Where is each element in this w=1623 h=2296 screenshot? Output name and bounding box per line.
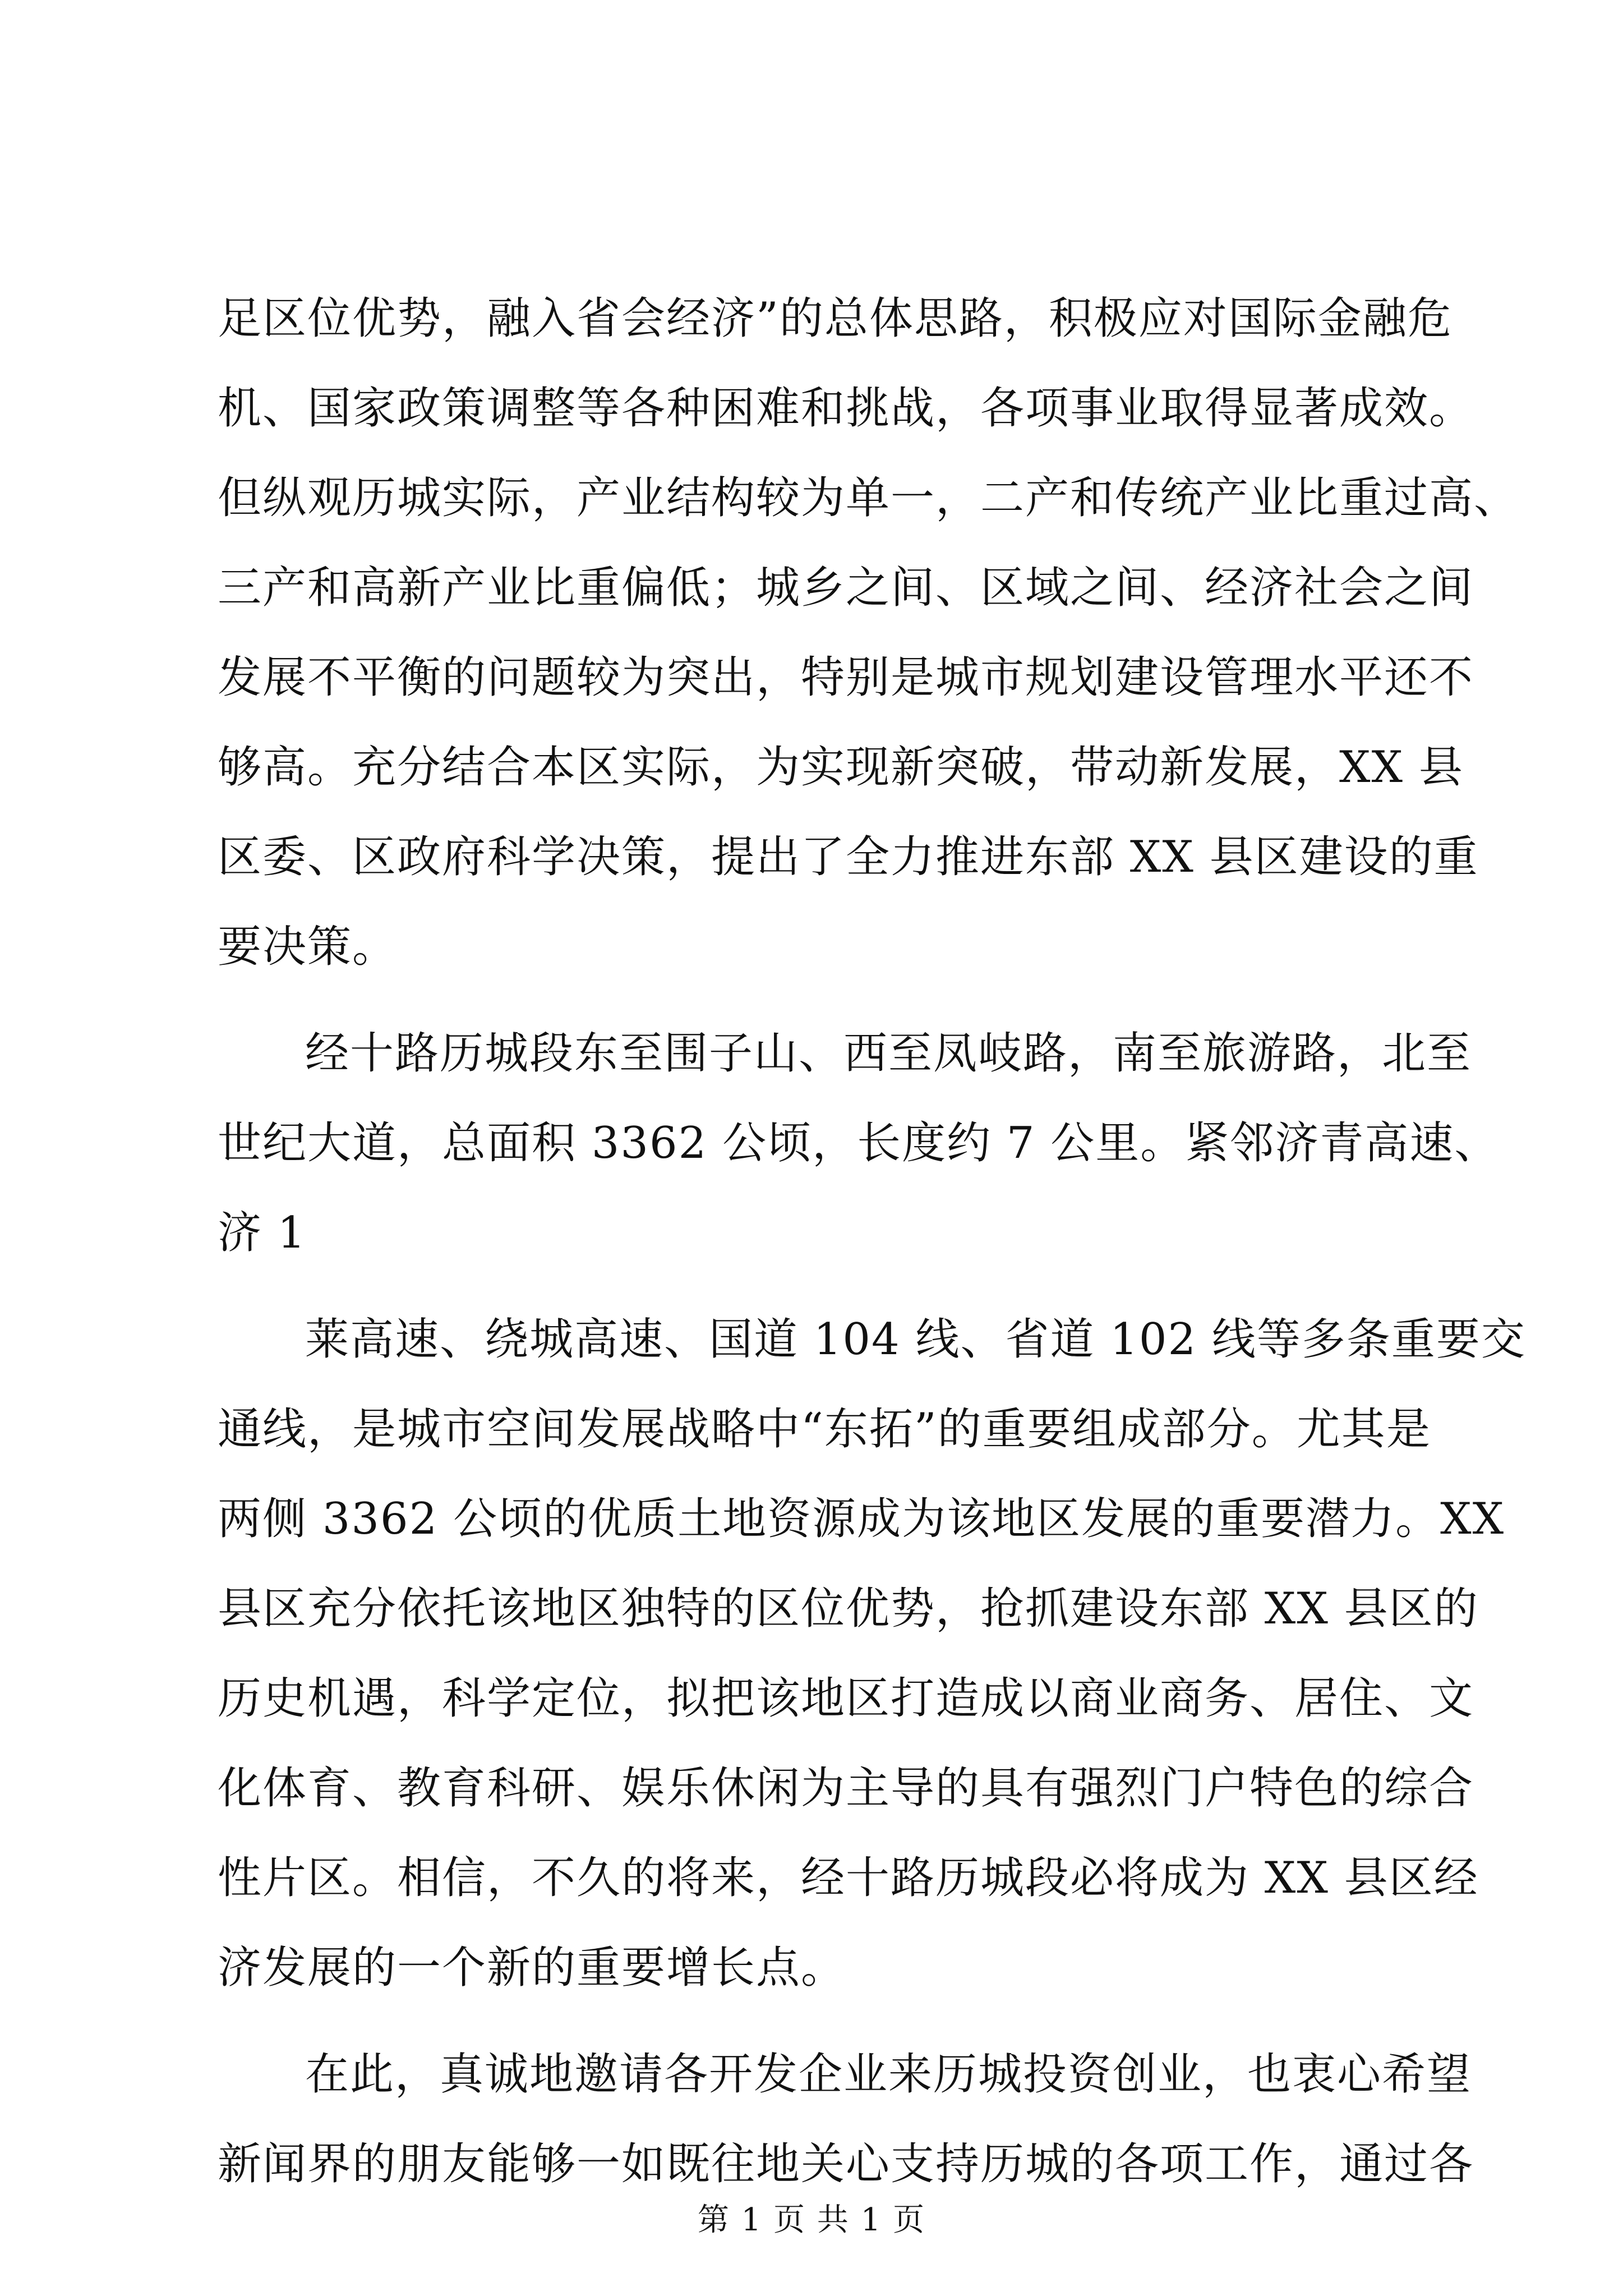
text-line: 化体育、教育科研、娱乐休闲为主导的具有强烈门户特色的综合 — [218, 1763, 1474, 1814]
text-line: 通线，是城市空间发展战略中“东拓”的重要组成部分。尤其是 — [218, 1404, 1431, 1455]
page-footer: 第 1 页 共 1 页 — [697, 2202, 926, 2238]
text-line: 济发展的一个新的重要增长点。 — [218, 1943, 846, 1993]
text-line: 但纵观历城实际，产业结构较为单一，二产和传统产业比重过高、 — [218, 473, 1519, 523]
text-line: 历史机遇，科学定位，拟把该地区打造成以商业商务、居住、文 — [218, 1673, 1474, 1724]
text-line: 性片区。相信，不久的将来，经十路历城段必将成为 XX 县区经 — [218, 1853, 1479, 1903]
text-line: 世纪大道，总面积 3362 公顷，长度约 7 公里。紧邻济青高速、 — [218, 1118, 1500, 1168]
text-line: 两侧 3362 公顷的优质土地资源成为该地区发展的重要潜力。XX — [218, 1494, 1505, 1544]
text-line: 发展不平衡的问题较为突出，特别是城市规划建设管理水平还不 — [218, 652, 1474, 703]
text-line: 三产和高新产业比重偏低；城乡之间、区域之间、经济社会之间 — [218, 563, 1474, 613]
text-line: 新闻界的朋友能够一如既往地关心支持历城的各项工作，通过各 — [218, 2139, 1474, 2189]
document-body — [218, 274, 1526, 2209]
text-line: 够高。充分结合本区实际，为实现新突破，带动新发展，XX 县 — [218, 742, 1464, 793]
text-line: 县区充分依托该地区独特的区位优势，抢抓建设东部 XX 县区的 — [218, 1584, 1479, 1634]
text-line: 要决策。 — [218, 922, 398, 972]
text-line: 济 1 — [218, 1208, 307, 1258]
paragraph-start-line: 在此，真诚地邀请各开发企业来历城投资创业，也衷心希望 — [305, 2049, 1472, 2100]
text-line: 足区位优势，融入省会经济”的总体思路，积极应对国际金融危 — [218, 293, 1453, 344]
text-line: 区委、区政府科学决策，提出了全力推进东部 XX 县区建设的重 — [218, 832, 1479, 882]
text-line: 机、国家政策调整等各种困难和挑战，各项事业取得显著成效。 — [218, 383, 1474, 434]
paragraph-start-line: 经十路历城段东至围子山、西至凤岐路，南至旅游路，北至 — [305, 1028, 1472, 1079]
paragraph-start-line: 莱高速、绕城高速、国道 104 线、省道 102 线等多条重要交 — [305, 1314, 1526, 1365]
